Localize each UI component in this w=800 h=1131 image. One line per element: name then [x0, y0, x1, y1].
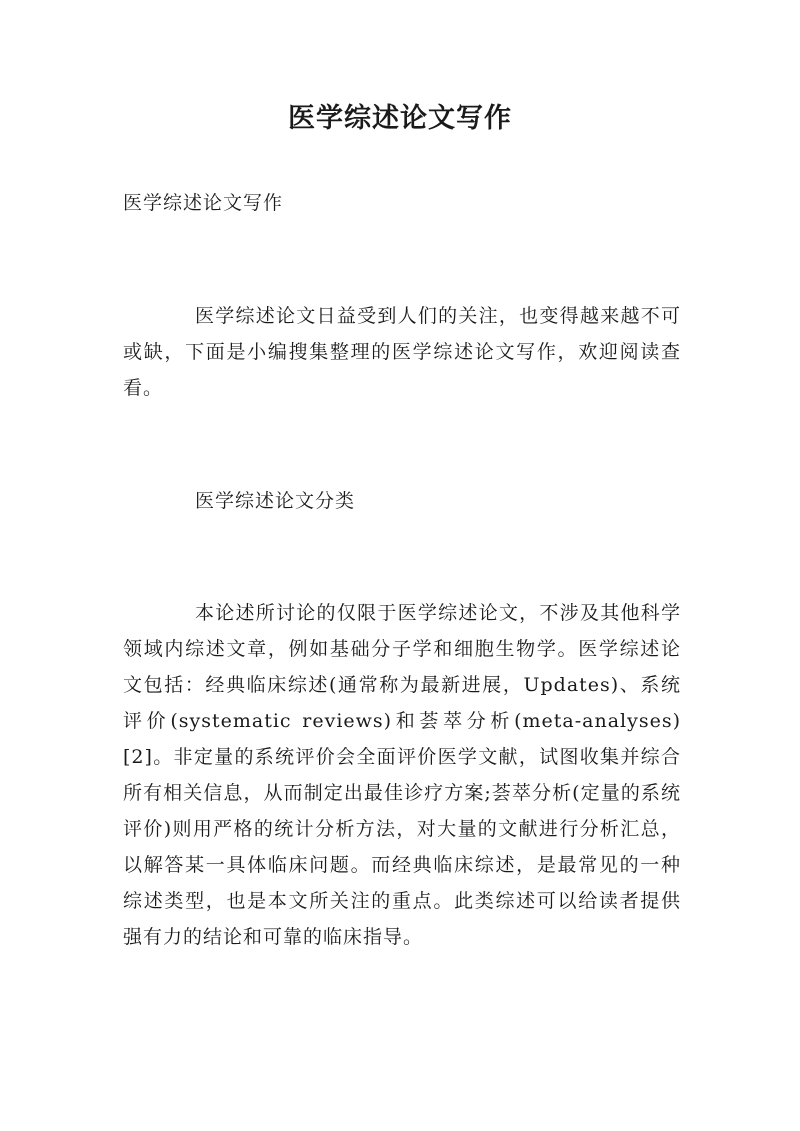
document-subtitle: 医学综述论文写作 [123, 192, 284, 214]
section-heading: 医学综述论文分类 [195, 490, 356, 512]
intro-paragraph: 医学综述论文日益受到人们的关注，也变得越来越不可或缺，下面是小编搜集整理的医学综述论文写作，欢迎阅读查看。 [123, 305, 681, 399]
body-paragraph: 本论述所讨论的仅限于医学综述论文，不涉及其他科学领域内综述文章，例如基础分子学和细胞生物学。医学综述论文包括：经典临床综述(通常称为最新进展，Updates)、系统评价(systematic reviews)和荟萃分析(meta-analyses)[2]。非定量的系统评价会全面评价医学文献，试图收集并综合所有相关信息，从而制定出最佳诊疗方案;荟萃分析(定量的系统评价)则用严格的统计分析方法，对大量的文献进行分析汇总，以解答某一具体临床问题。而经典临床综述，是最常见的一种综述类型，也是本文所关注的重点。此类综述可以给读者提供强有力的结论和可靠的临床指导。 [123, 602, 681, 948]
document-title: 医学综述论文写作 [288, 103, 512, 134]
